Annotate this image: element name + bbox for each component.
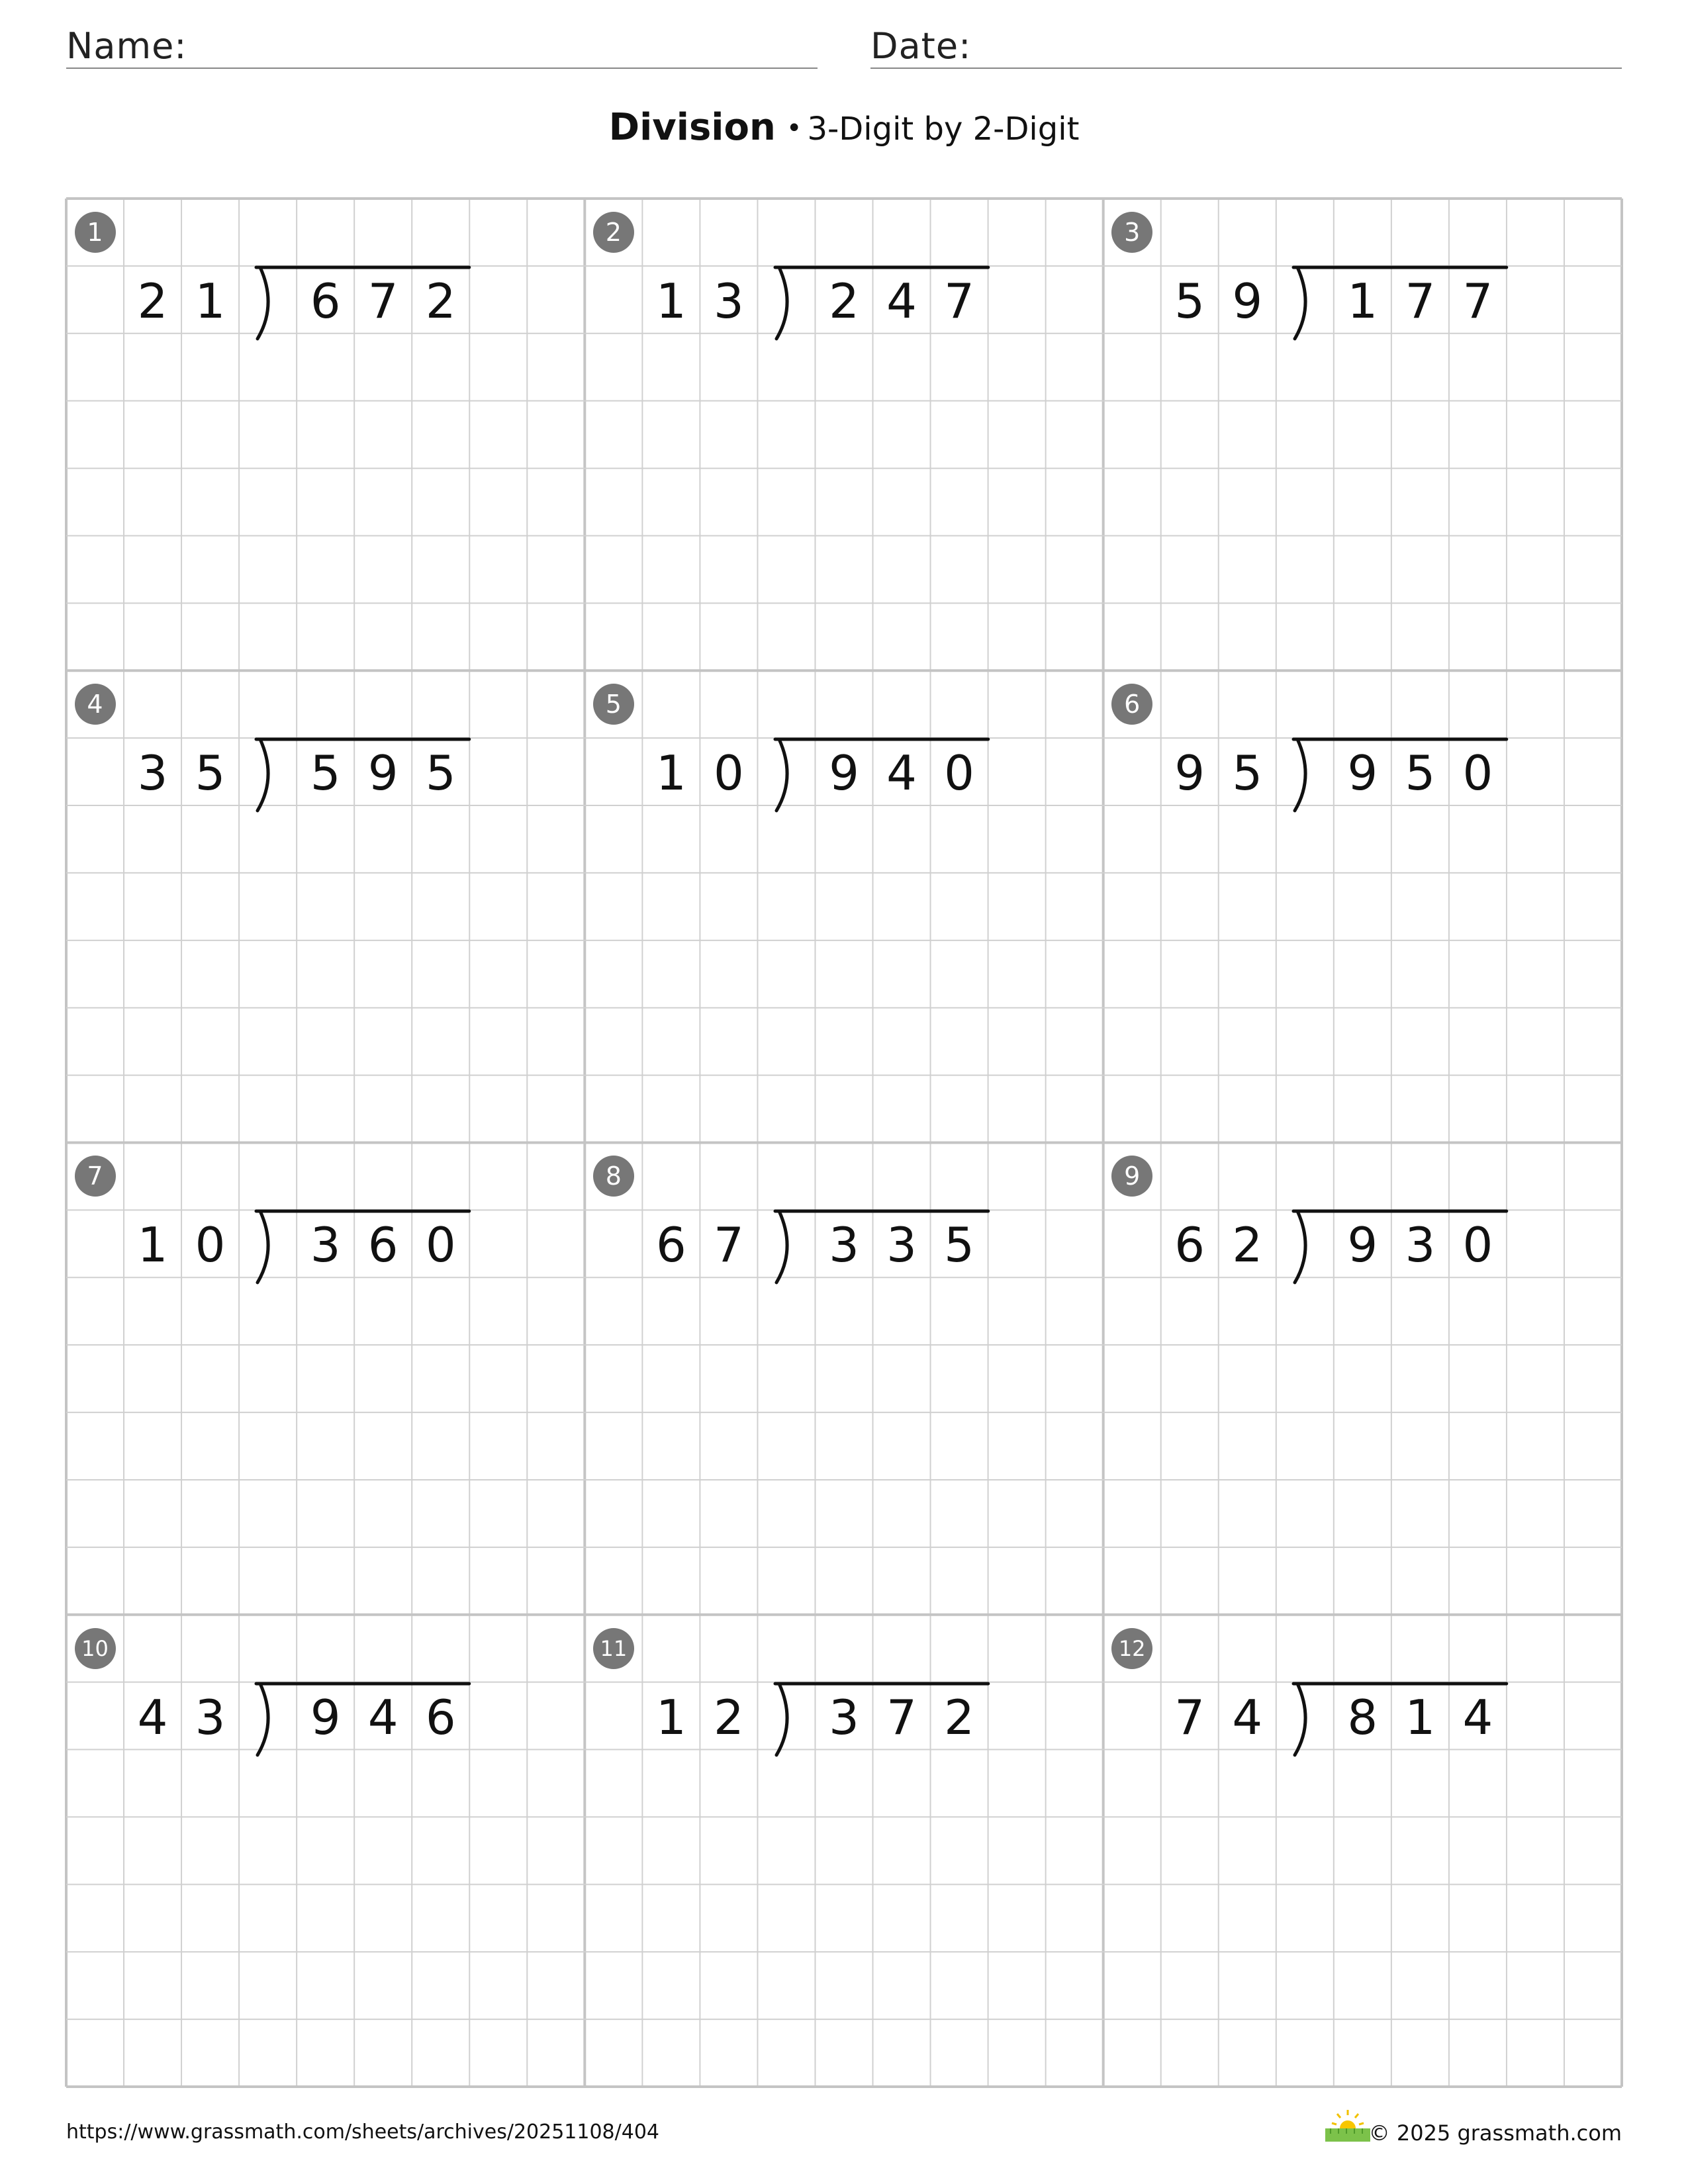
divisor-digit: 1 [655,1689,686,1745]
division-bracket [774,1208,990,1287]
divisor-digit: 0 [195,1217,226,1273]
dividend-digit: 7 [1405,273,1436,329]
problem-10 [66,1615,585,2087]
dividend-digit: 2 [944,1689,974,1745]
problem-number-badge: 2 [593,212,634,253]
division-bracket [1292,265,1508,343]
division-bracket [1292,737,1508,815]
divisor-digit: 5 [195,745,226,801]
title-main: Division [608,106,776,149]
title-subtitle: 3-Digit by 2-Digit [807,111,1080,148]
dividend-digit: 3 [886,1217,917,1273]
dividend-digit: 9 [1347,1217,1378,1273]
division-bracket [774,1681,990,1759]
divisor-digit: 0 [714,745,744,801]
dividend-digit: 4 [1462,1689,1493,1745]
dividend-digit: 3 [829,1689,859,1745]
dividend-digit: 9 [310,1689,341,1745]
divisor-digit: 7 [714,1217,744,1273]
divisor-digit: 6 [655,1217,686,1273]
dividend-digit: 8 [1347,1689,1378,1745]
name-line[interactable] [66,68,818,69]
divisor-digit: 1 [655,745,686,801]
problem-12 [1103,1615,1622,2087]
problem-number-badge: 3 [1111,212,1152,253]
dividend-digit: 4 [367,1689,399,1745]
division-bracket [255,1208,471,1287]
problem-3 [1103,199,1622,670]
dividend-digit: 2 [829,273,859,329]
dividend-digit: 0 [425,1217,456,1273]
problem-number-badge: 8 [593,1156,634,1197]
problem-number-badge: 4 [75,684,116,725]
problem-number-badge: 12 [1111,1628,1152,1669]
divisor-digit: 3 [137,745,168,801]
division-bracket [255,1681,471,1759]
problem-number-badge: 6 [1111,684,1152,725]
divisor-digit: 2 [137,273,168,329]
title-separator: • [786,113,802,144]
divisor-digit: 5 [1174,273,1205,329]
divisor-digit: 3 [195,1689,226,1745]
division-bracket [255,737,471,815]
footer-copyright: © 2025 grassmath.com [1368,2120,1622,2146]
dividend-digit: 4 [886,273,917,329]
divisor-digit: 4 [137,1689,168,1745]
date-line[interactable] [870,68,1622,69]
dividend-digit: 7 [367,273,399,329]
divisor-digit: 6 [1174,1217,1205,1273]
problem-grid [66,199,1622,2087]
problem-9 [1103,1143,1622,1615]
dividend-digit: 5 [1405,745,1436,801]
division-bracket [774,265,990,343]
problem-6 [1103,670,1622,1142]
date-label: Date: [870,25,972,67]
divisor-digit: 1 [195,273,226,329]
problem-8 [585,1143,1103,1615]
problem-5 [585,670,1103,1142]
dividend-digit: 4 [886,745,917,801]
division-bracket [255,265,471,343]
divisor-digit: 5 [1232,745,1263,801]
divisor-digit: 2 [714,1689,744,1745]
division-bracket [774,737,990,815]
divisor-digit: 3 [714,273,744,329]
dividend-digit: 6 [310,273,341,329]
dividend-digit: 9 [367,745,399,801]
dividend-digit: 7 [886,1689,917,1745]
problem-number-badge: 7 [75,1156,116,1197]
dividend-digit: 9 [1347,745,1378,801]
dividend-digit: 3 [829,1217,859,1273]
problem-number-badge: 5 [593,684,634,725]
division-bracket [1292,1681,1508,1759]
dividend-digit: 0 [1462,745,1493,801]
dividend-digit: 1 [1347,273,1378,329]
problem-4 [66,670,585,1142]
dividend-digit: 5 [425,745,456,801]
dividend-digit: 1 [1405,1689,1436,1745]
divisor-digit: 7 [1174,1689,1205,1745]
divisor-digit: 2 [1232,1217,1263,1273]
problem-11 [585,1615,1103,2087]
problem-7 [66,1143,585,1615]
divisor-digit: 1 [655,273,686,329]
dividend-digit: 2 [425,273,456,329]
problem-number-badge: 11 [593,1628,634,1669]
dividend-digit: 3 [310,1217,341,1273]
dividend-digit: 3 [1405,1217,1436,1273]
divisor-digit: 4 [1232,1689,1263,1745]
divisor-digit: 9 [1232,273,1263,329]
dividend-digit: 5 [944,1217,974,1273]
dividend-digit: 5 [310,745,341,801]
footer-url: https://www.grassmath.com/sheets/archives/20251108/404 [66,2120,660,2144]
worksheet-title [0,106,1688,149]
problem-number-badge: 9 [1111,1156,1152,1197]
problem-2 [585,199,1103,670]
dividend-digit: 7 [1462,273,1493,329]
dividend-digit: 6 [425,1689,456,1745]
problem-1 [66,199,585,670]
name-label: Name: [66,25,187,67]
dividend-digit: 0 [1462,1217,1493,1273]
dividend-digit: 6 [367,1217,399,1273]
dividend-digit: 9 [829,745,859,801]
problem-number-badge: 1 [75,212,116,253]
divisor-digit: 9 [1174,745,1205,801]
divisor-digit: 1 [137,1217,168,1273]
dividend-digit: 0 [944,745,974,801]
sun-over-grass-logo-icon [1324,2109,1372,2143]
problem-number-badge: 10 [75,1628,116,1669]
division-bracket [1292,1208,1508,1287]
dividend-digit: 7 [944,273,974,329]
